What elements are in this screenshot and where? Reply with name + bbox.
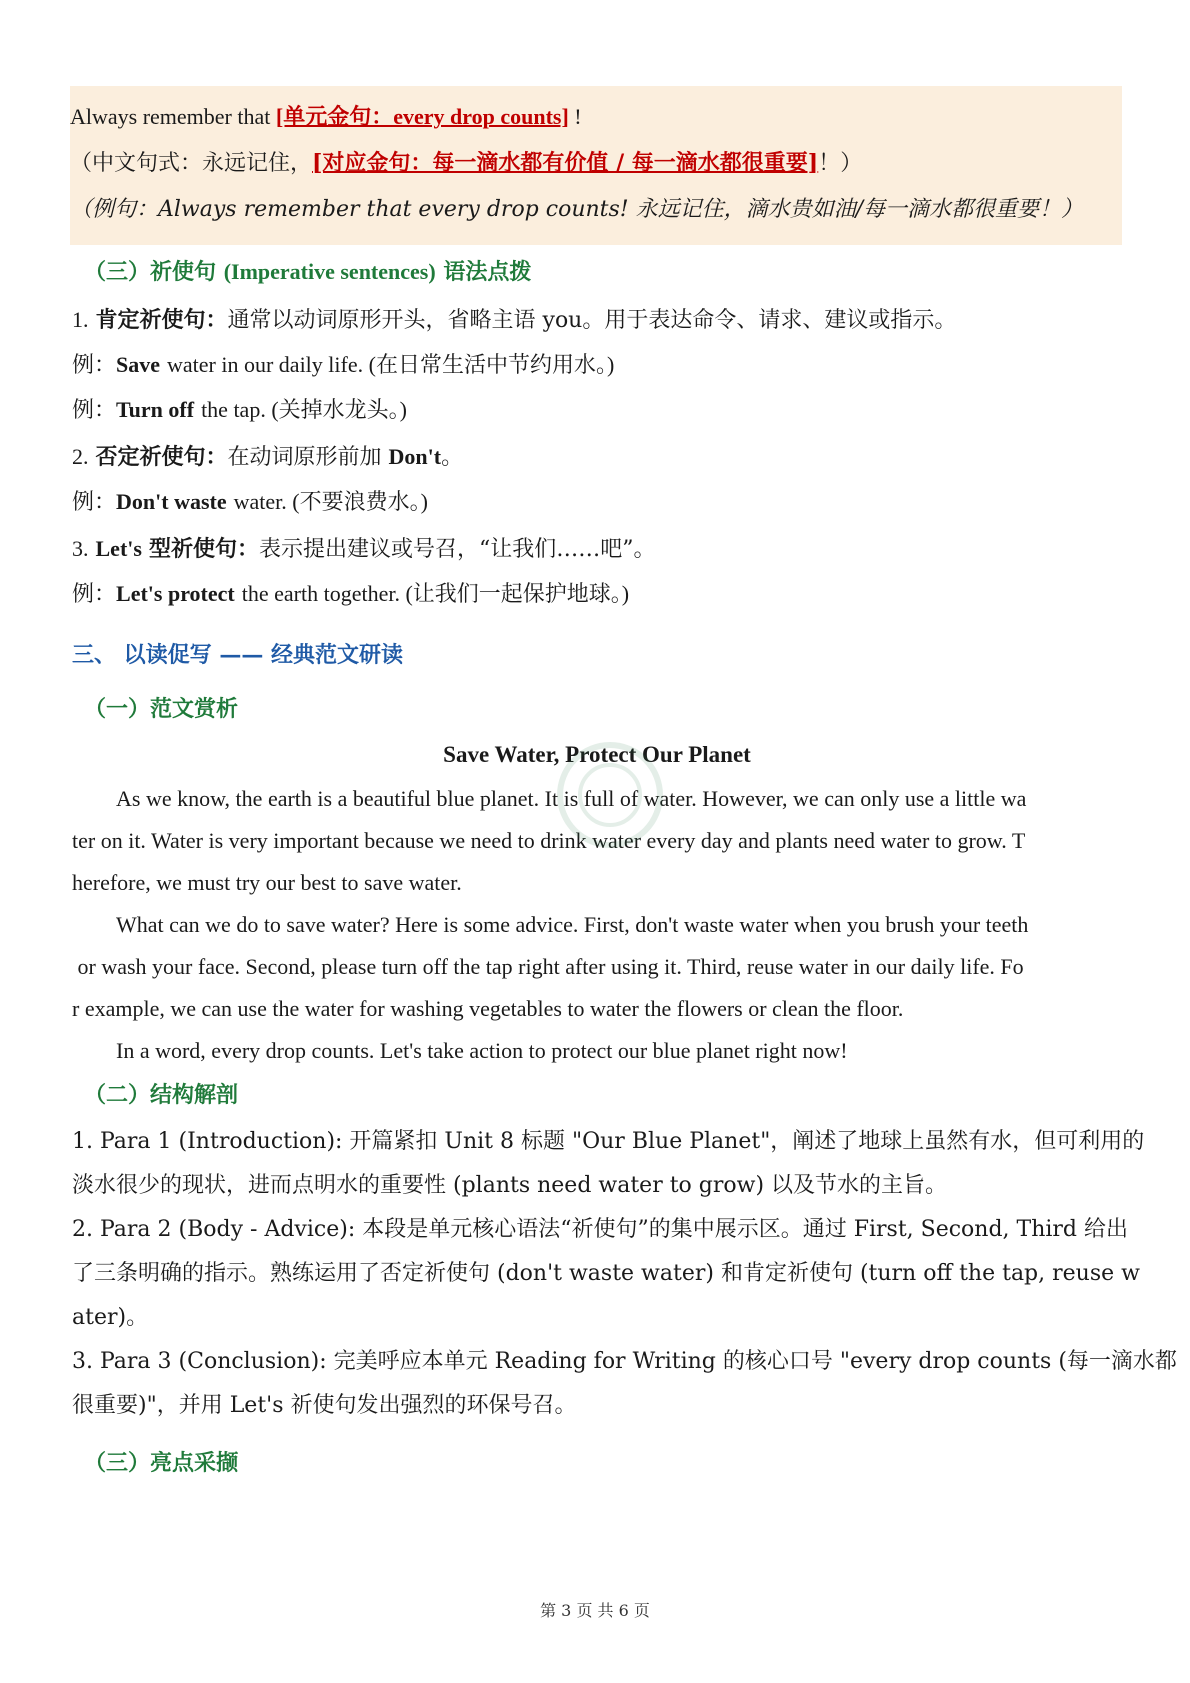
- structure-heading: （二）结构解剖: [84, 1082, 239, 1108]
- grammar-item-3: [72, 534, 1122, 565]
- example-label: 例：: [72, 353, 117, 378]
- example-rest: the tap. (关掉水龙头。): [201, 397, 407, 422]
- structure-item-3: [72, 1340, 1177, 1428]
- highlights-heading: （三）亮点采撷: [84, 1450, 239, 1476]
- structure-line: ater)。: [72, 1305, 149, 1330]
- item-desc: 表示提出建议或号召，“让我们……吧”。: [258, 537, 656, 562]
- example-1: [72, 350, 1122, 381]
- structure-line: 很重要)"，并用 Let's 祈使句发出强烈的环保号召。: [72, 1393, 577, 1418]
- essay-line: What can we do to save water? Here is some advice. First, don't waste water when you brush your teeth: [116, 912, 1029, 937]
- grammar-heading-en: (Imperative sentences): [223, 259, 436, 284]
- grammar-heading: [84, 257, 1122, 287]
- essay-line: In a word, every drop counts. Let's take action to protect our blue planet right now!: [116, 1038, 848, 1063]
- item-term: 肯定祈使句：: [95, 307, 228, 333]
- structure-item-1: [72, 1120, 1145, 1208]
- structure-line: 1. Para 1 (Introduction): 开篇紧扣 Unit 8 标题 "Our Blue Planet"，阐述了地球上虽然有水，但可利用的: [72, 1129, 1145, 1154]
- example-bold: Save: [116, 352, 161, 377]
- grammar-item-1: [72, 305, 1122, 336]
- golden-sentence-box: [70, 86, 1122, 245]
- example-bold: Turn off: [116, 397, 195, 422]
- item-term: 否定祈使句：: [95, 444, 228, 470]
- item-desc: 在动词原形前加: [227, 445, 382, 470]
- grammar-item-2: [72, 442, 1122, 473]
- structure-line: 2. Para 2 (Body - Advice): 本段是单元核心语法“祈使句”的集中展示区。通过 First, Second, Third 给出: [72, 1217, 1129, 1242]
- essay-line: ter on it. Water is very important because we need to drink water every day and plants need water to grow. T: [72, 828, 1026, 853]
- example-3: [72, 487, 1122, 518]
- item-desc: 通常以动词原形开头，省略主语 you。用于表达命令、请求、建议或指示。: [227, 308, 957, 333]
- item-term-en: Let's: [95, 536, 142, 561]
- item-number: 2.: [72, 444, 89, 469]
- item-term: 型祈使句：: [148, 536, 259, 562]
- golden-cn-suffix: ！）: [818, 151, 863, 176]
- golden-sentence-line-1: [70, 94, 1122, 140]
- essay-line: or wash your face. Second, please turn off the tap right after using it. Third, reuse water in our daily life. Fo: [72, 954, 1024, 979]
- grammar-heading-cn: （三）祈使句: [84, 259, 217, 285]
- golden-sentence-highlight: [单元金句：every drop counts]: [275, 104, 569, 129]
- structure-item-2: [72, 1208, 1140, 1340]
- example-label: 例：: [72, 490, 117, 515]
- section-3-heading: 三、 以读促写 —— 经典范文研读: [72, 642, 403, 668]
- essay-title: Save Water, Protect Our Planet: [443, 742, 751, 767]
- example-rest: water in our daily life. (在日常生活中节约用水。): [167, 352, 615, 377]
- example-bold: Let's protect: [116, 581, 235, 606]
- structure-line: 了三条明确的指示。熟练运用了否定祈使句 (don't waste water) 和肯定祈使句 (turn off the tap, reuse w: [72, 1261, 1140, 1286]
- example-label: 例：: [72, 398, 117, 423]
- structure-line: 淡水很少的现状，进而点明水的重要性 (plants need water to grow) 以及节水的主旨。: [72, 1173, 948, 1198]
- golden-sentence-line-2: [70, 140, 1122, 187]
- structure-line: 3. Para 3 (Conclusion): 完美呼应本单元 Reading for Writing 的核心口号 "every drop counts (每一滴水都: [72, 1349, 1177, 1374]
- example-label: 例：: [72, 582, 117, 607]
- golden-prefix: Always remember that: [70, 104, 271, 129]
- example-rest: the earth together. (让我们一起保护地球。): [241, 581, 630, 606]
- golden-cn-prefix: （中文句式：永远记住，: [70, 151, 313, 176]
- page-footer: 第 3 页 共 6 页: [540, 1601, 650, 1620]
- essay-paragraph-3: [72, 1030, 1122, 1072]
- golden-suffix: !: [574, 104, 582, 129]
- essay-paragraph-2: [72, 904, 1122, 1030]
- item-desc-suffix: 。: [441, 445, 464, 470]
- model-essay-heading: （一）范文赏析: [84, 696, 239, 722]
- essay-paragraph-1: [72, 778, 1122, 904]
- example-4: [72, 579, 1122, 610]
- page-content: [70, 86, 1177, 1478]
- example-bold: Don't waste: [116, 489, 227, 514]
- essay-line: herefore, we must try our best to save water.: [72, 870, 462, 895]
- essay-line: r example, we can use the water for washing vegetables to water the flowers or clean the floor.: [72, 996, 904, 1021]
- essay-line: As we know, the earth is a beautiful blue planet. It is full of water. However, we can only use a little wa: [116, 786, 1027, 811]
- item-number: 3.: [72, 536, 89, 561]
- item-desc-bold: Don't: [388, 444, 442, 469]
- golden-sentence-example: （例句：Always remember that every drop counts! 永远记住，滴水贵如油/每一滴水都很重要！）: [70, 197, 1084, 222]
- golden-cn-highlight: [对应金句：每一滴水都有价值 / 每一滴水都很重要]: [312, 150, 819, 176]
- example-rest: water. (不要浪费水。): [233, 489, 428, 514]
- item-number: 1.: [72, 307, 89, 332]
- grammar-heading-tail: 语法点拨: [443, 259, 532, 285]
- example-2: [72, 395, 1122, 426]
